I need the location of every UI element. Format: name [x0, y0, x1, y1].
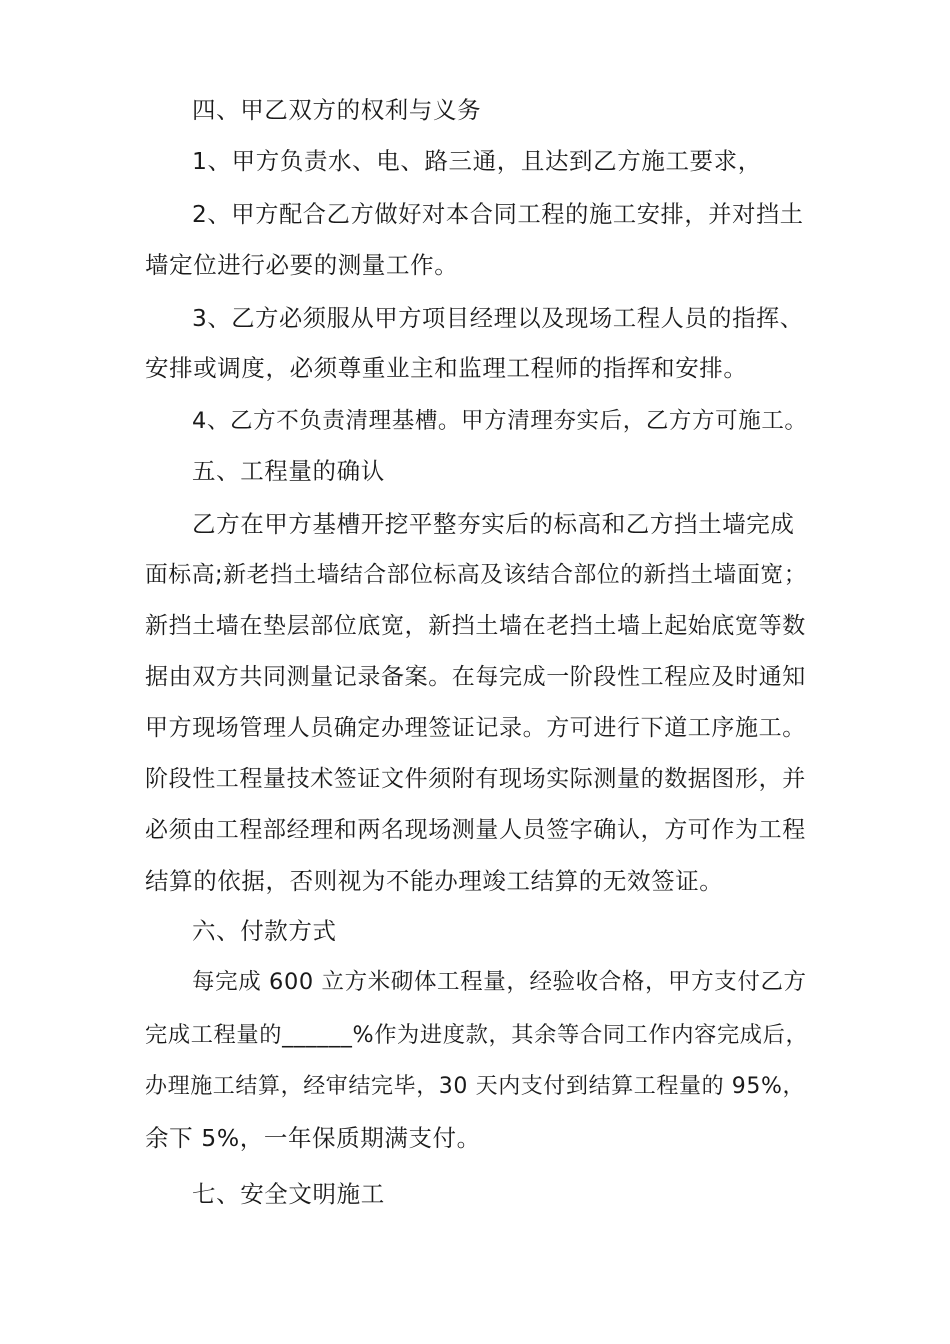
paragraph-line: 完成工程量的______%作为进度款，其余等合同工作内容完成后， [145, 1022, 809, 1048]
paragraph-line: 结算的依据，否则视为不能办理竣工结算的无效签证。 [145, 867, 724, 895]
section-heading-rights-obligations: 四、甲乙双方的权利与义务 [192, 96, 482, 124]
paragraph-line: 3、乙方必须服从甲方项目经理以及现场工程人员的指挥、 [192, 305, 804, 332]
section-heading-payment-method: 六、付款方式 [192, 917, 337, 945]
paragraph-line: 安排或调度，必须尊重业主和监理工程师的指挥和安排。 [145, 354, 748, 382]
section-heading-quantity-confirmation: 五、工程量的确认 [192, 457, 385, 485]
paragraph-line: 2、甲方配合乙方做好对本合同工程的施工安排，并对挡土 [192, 201, 804, 228]
paragraph-line: 1、甲方负责水、电、路三通，且达到乙方施工要求， [192, 147, 762, 175]
paragraph-line: 4、乙方不负责清理基槽。甲方清理夯实后，乙方方可施工。 [192, 408, 808, 434]
paragraph-line: 墙定位进行必要的测量工作。 [145, 251, 459, 279]
paragraph-line: 新挡土墙在垫层部位底宽，新挡土墙在老挡土墙上起始底宽等数 [145, 613, 806, 639]
paragraph-line: 据由双方共同测量记录备案。在每完成一阶段性工程应及时通知 [145, 664, 806, 690]
paragraph-line: 必须由工程部经理和两名现场测量人员签字确认，方可作为工程 [145, 817, 806, 843]
paragraph-line: 乙方在甲方基槽开挖平整夯实后的标高和乙方挡土墙完成 [192, 510, 795, 538]
paragraph-line: 办理施工结算，经审结完毕，30 天内支付到结算工程量的 95%， [145, 1074, 806, 1099]
section-heading-safety-civilized-construction: 七、安全文明施工 [192, 1180, 385, 1208]
paragraph-line: 余下 5%，一年保质期满支付。 [145, 1124, 481, 1152]
paragraph-line: 每完成 600 立方米砌体工程量，经验收合格，甲方支付乙方 [192, 969, 807, 995]
paragraph-line: 面标高;新老挡土墙结合部位标高及该结合部位的新挡土墙面宽； [145, 562, 808, 588]
paragraph-line: 阶段性工程量技术签证文件须附有现场实际测量的数据图形，并 [145, 766, 806, 792]
paragraph-line: 甲方现场管理人员确定办理签证记录。方可进行下道工序施工。 [145, 715, 806, 741]
